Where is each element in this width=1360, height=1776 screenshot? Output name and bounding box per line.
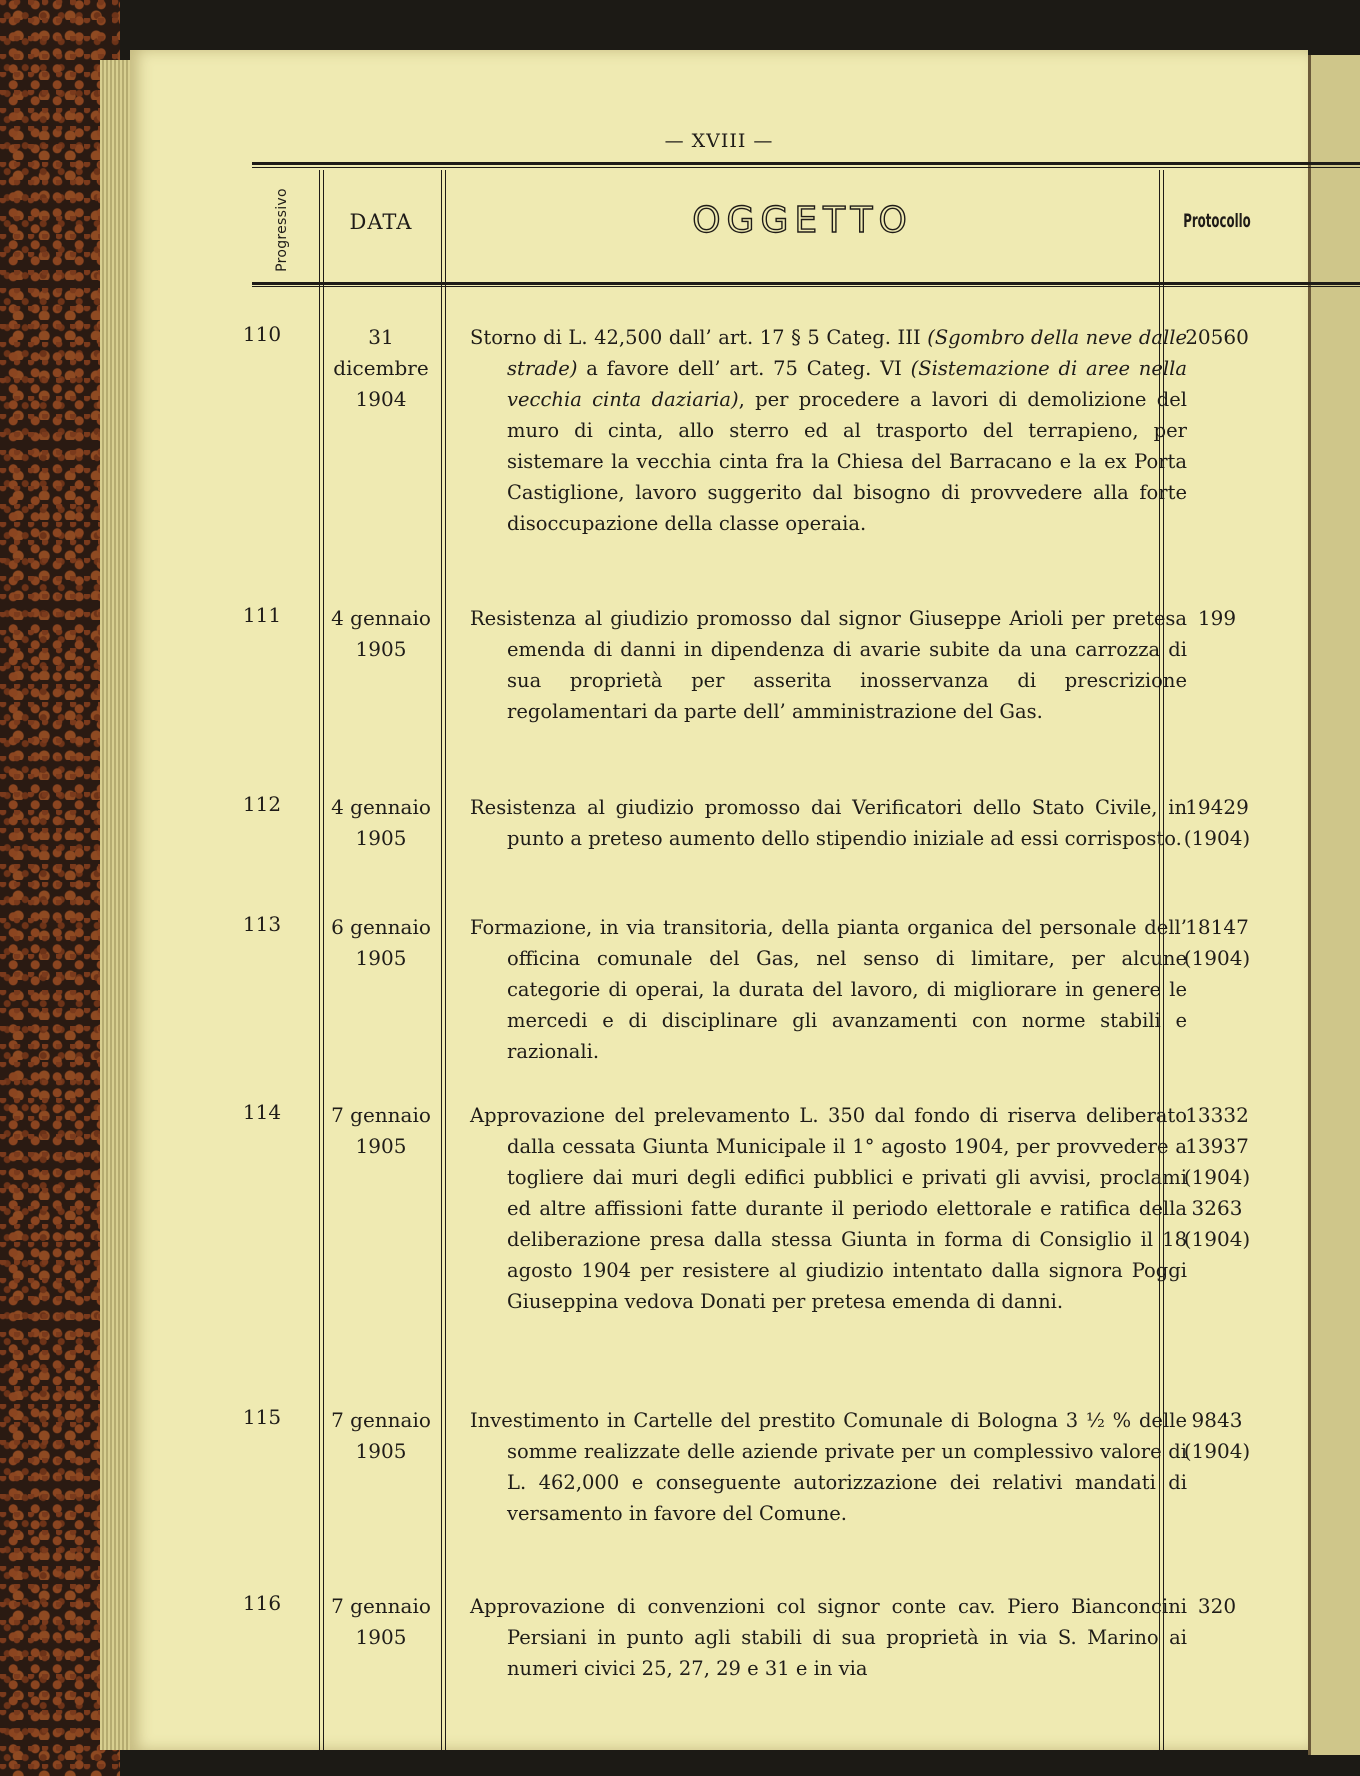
- entry-number: 113: [242, 912, 282, 936]
- entry-protocol: 18147 (1904): [1183, 915, 1251, 970]
- entry-date: 4 gennaio 1905: [331, 606, 431, 661]
- entry-text: Approvazione di convenzioni col signor conte cav. Piero Bianconcini Persiani in punto agli stabili di sua proprietà in via S. Marino ai numeri civici 25, 27, 29 e 31 e in via: [470, 1595, 1187, 1680]
- entry-protocol: 13332 13937 (1904) 3263 (1904): [1183, 1103, 1251, 1251]
- entry-text: Storno di L. 42,500 dall’ art. 17 § 5 Categ. III (Sgombro della neve dalle strade) a favore dell’ art. 75 Categ. VI (Sistemazione di aree nella vecchia cinta daziaria), per procedere a lavori di demolizione del muro di cinta, allo sterro ed al trasporto del terrapieno, per sistemare la vecchia cinta fra la Chiesa del Barracano e la ex Porta Castiglione, lavoro suggerito dal bisogno di provvedere alla forte disoccupazione della classe operaia.: [470, 326, 1188, 535]
- entry-number: 111: [242, 603, 282, 627]
- entry-protocol: 199: [1197, 606, 1237, 630]
- entry-protocol: 9843 (1904): [1183, 1408, 1251, 1463]
- entry-text: Resistenza al giudizio promosso dai Verificatori dello Stato Civile, in punto a preteso aumento dello stipendio iniziale ad essi corrisposto.: [470, 796, 1187, 850]
- entry-date: 7 gennaio 1905: [331, 1408, 431, 1463]
- entry-text: Investimento in Cartelle del prestito Comunale di Bologna 3 ½ % delle somme realizzate delle aziende private per un complessivo valore di L. 462,000 e conseguente autorizzazione dei relativi mandati di versamento in favore del Comune.: [470, 1409, 1187, 1525]
- entry-text: Resistenza al giudizio promosso dal signor Giuseppe Arioli per pretesa emenda di danni in dipendenza di avarie subite da una carrozza di sua proprietà per asserita inosservanza di prescrizione regolamentari da parte dell’ amministrazione del Gas.: [470, 607, 1187, 723]
- entry-number: 115: [242, 1405, 282, 1429]
- register-page: [130, 50, 1308, 1750]
- header-rule-bottom: [252, 282, 1360, 287]
- entry-text: Approvazione del prelevamento L. 350 dal fondo di riserva deliberato dalla cessata Giunta Municipale il 1° agosto 1904, per provvedere a togliere dai muri degli edifici pubblici e privati gli avvisi, proclami ed altre affissioni fatte durante il periodo elettorale e ratifica della deliberazione presa dalla stessa Giunta in forma di Consiglio il 18 agosto 1904 per resistere al giudizio intentato dalla signora Poggi Giuseppina vedova Donati per pretesa emenda di danni.: [470, 1104, 1187, 1313]
- book-cover-right: [1308, 55, 1360, 1755]
- entry-date: 7 gennaio 1905: [331, 1594, 431, 1649]
- entry-date: 6 gennaio 1905: [331, 915, 431, 970]
- entry-date: 4 gennaio 1905: [331, 795, 431, 850]
- entry-protocol: 320: [1197, 1594, 1237, 1618]
- entry-protocol: 20560: [1185, 325, 1249, 349]
- entry-protocol: 19429 (1904): [1183, 795, 1251, 850]
- entry-date: 7 gennaio 1905: [331, 1103, 431, 1158]
- entry-number: 114: [242, 1100, 282, 1124]
- entry-date: 31 dicembre 1904: [333, 325, 429, 411]
- entry-text: Formazione, in via transitoria, della pianta organica del personale dell’ officina comunale del Gas, nel senso di limitare, per alcune categorie di operai, la durata del lavoro, di migliorare in genere le mercedi e di disciplinare gli avanzamenti con norme stabili e razionali.: [470, 916, 1187, 1063]
- header-protocollo: Protocollo: [1183, 210, 1251, 232]
- header-progressivo: Progressivo: [274, 188, 290, 272]
- entry-number: 110: [242, 322, 282, 346]
- header-rule-top: [252, 162, 1360, 168]
- entry-number: 116: [242, 1591, 282, 1615]
- entry-number: 112: [242, 792, 282, 816]
- page-number: — XVIII —: [664, 130, 774, 152]
- header-data: DATA: [349, 210, 413, 234]
- header-oggetto: OGGETTO: [692, 200, 913, 241]
